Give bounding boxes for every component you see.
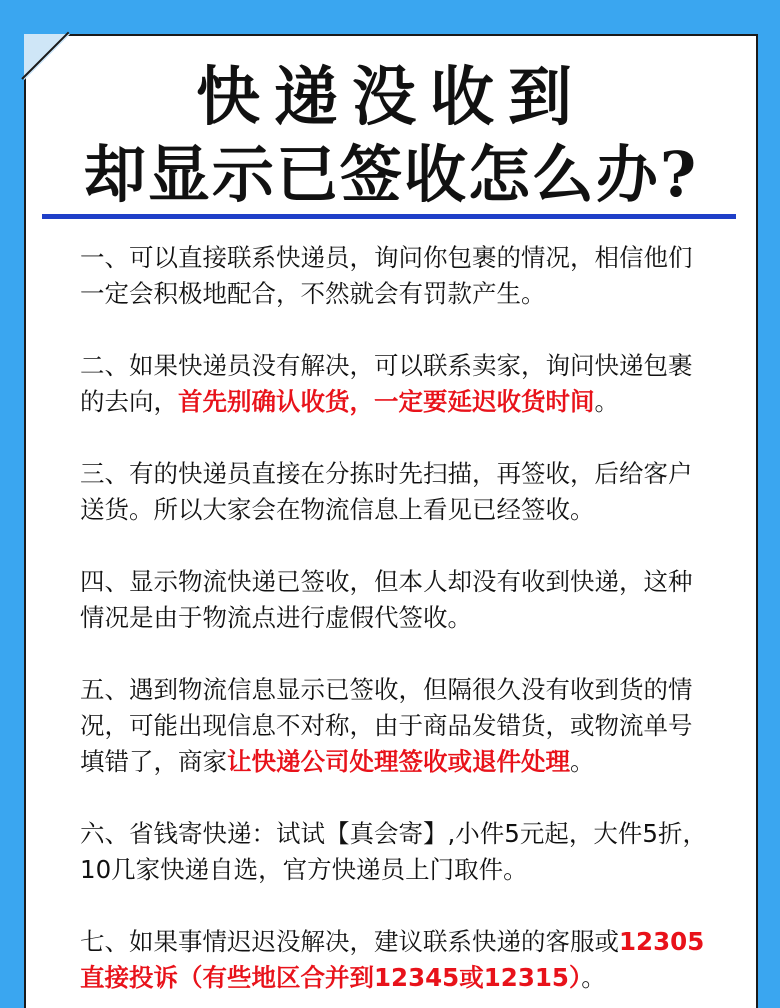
paragraph-6 — [80, 816, 710, 888]
paragraph-3-text: 三、有的快递员直接在分拣时先扫描，再签收，后给客户送货。所以大家会在物流信息上看见已经签收。 — [80, 459, 693, 524]
paragraph-7-end: 。 — [581, 963, 606, 992]
paragraph-4 — [80, 564, 710, 636]
paragraph-6-text: 六、省钱寄快递：试试【真会寄】,小件5元起，大件5折，10几家快递自选，官方快递员上门取件。 — [80, 819, 707, 884]
paragraph-2-end: 。 — [594, 387, 619, 416]
paragraph-5 — [80, 672, 710, 780]
paragraph-1 — [80, 240, 710, 312]
page-title-line-1: 快递没收到 — [196, 60, 586, 135]
paragraph-2-text: 二、如果快递员没有解决，可以联系卖家，询问快递包裹的去向， — [80, 351, 693, 416]
paragraph-7-text: 七、如果事情迟迟没解决，建议联系快递的客服或 — [80, 927, 619, 956]
title-divider — [42, 214, 736, 219]
page-title-line-2: 却显示已签收怎么办? — [83, 138, 699, 211]
article-body — [80, 240, 710, 1008]
paragraph-3 — [80, 456, 710, 528]
paragraph-2 — [80, 348, 710, 420]
paragraph-7 — [80, 924, 710, 996]
paragraph-1-text: 一、可以直接联系快递员，询问你包裹的情况，相信他们一定会积极地配合，不然就会有罚款产生。 — [80, 243, 693, 308]
paragraph-2-highlight: 首先别确认收货，一定要延迟收货时间 — [178, 387, 595, 416]
paragraph-7-highlight: 12305直接投诉（有些地区合并到12345或12315） — [80, 927, 705, 992]
paragraph-4-text: 四、显示物流快递已签收，但本人却没有收到快递，这种情况是由于物流点进行虚假代签收。 — [80, 567, 693, 632]
paragraph-5-text: 五、遇到物流信息显示已签收，但隔很久没有收到货的情况，可能出现信息不对称，由于商品发错货，或物流单号填错了，商家 — [80, 675, 693, 776]
paragraph-5-end: 。 — [570, 747, 595, 776]
paragraph-5-highlight: 让快递公司处理签收或退件处理 — [227, 747, 570, 776]
